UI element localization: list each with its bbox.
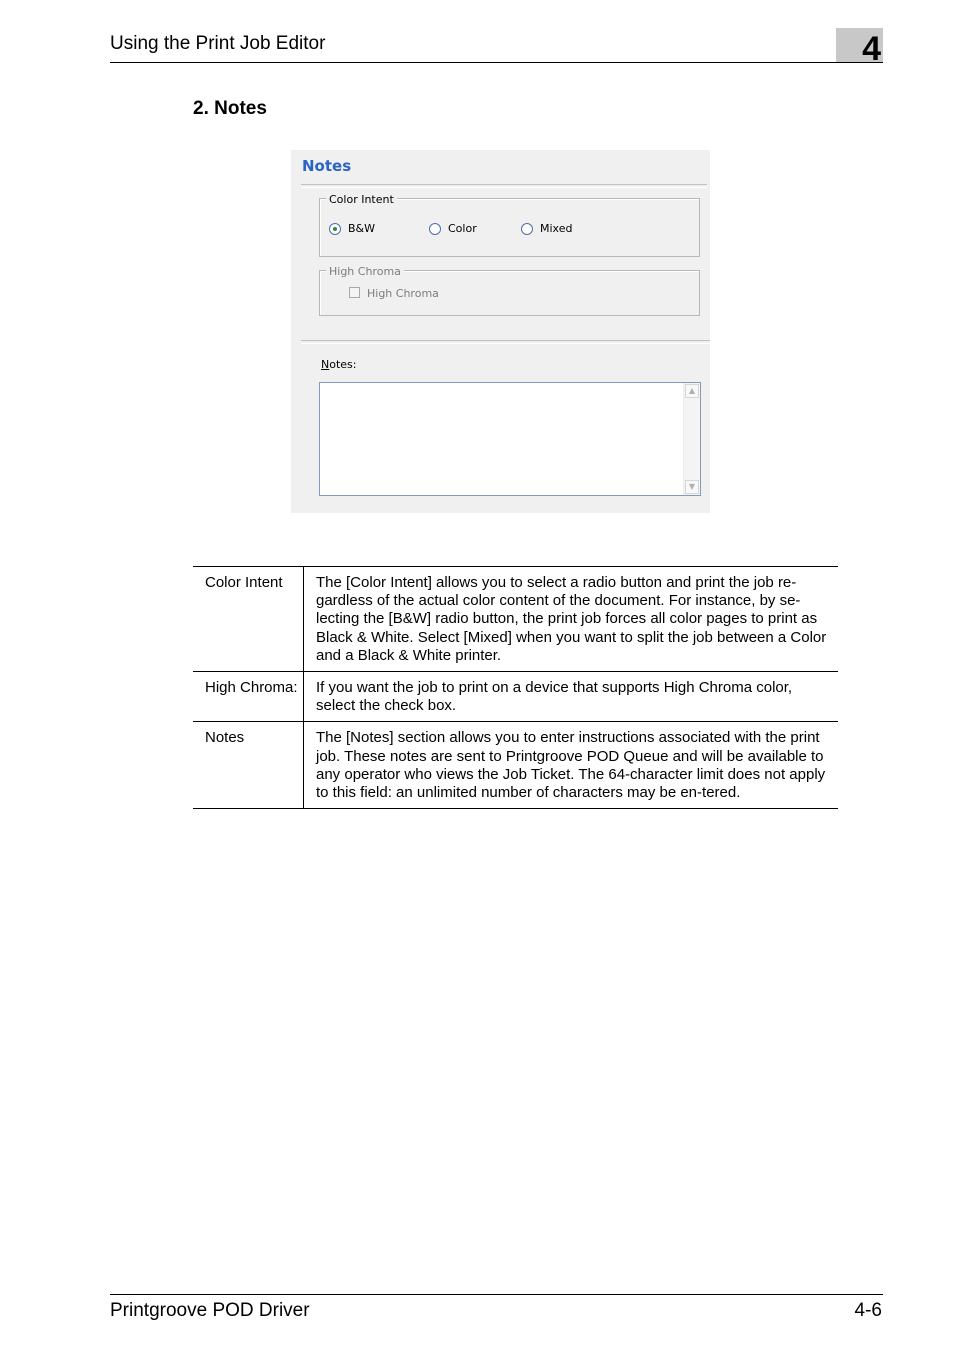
high-chroma-legend: High Chroma — [326, 265, 404, 278]
table-row — [193, 567, 838, 672]
table-description: The [Notes] section allows you to enter instructions associated with the print job. These notes are sent to Printgroove POD Queue and will be available to any operator who views the Job Ticket. The 64-character limit does not apply to this field: an unlimited number of characters may be en-tered. — [316, 729, 826, 802]
high-chroma-checkbox[interactable] — [349, 287, 360, 298]
radio-mixed-label[interactable]: Mixed — [540, 222, 573, 235]
settings-description-table — [193, 566, 838, 809]
dialog-title-divider — [301, 184, 707, 188]
table-row — [193, 672, 838, 722]
table-term: Notes — [193, 722, 304, 809]
page-number: 4-6 — [854, 1300, 882, 1321]
notes-textarea[interactable] — [319, 382, 701, 496]
scroll-down-icon[interactable]: ▼ — [685, 480, 699, 494]
notes-label — [321, 358, 356, 371]
notes-label-accelerator: N — [321, 358, 330, 371]
radio-bw-label[interactable]: B&W — [348, 222, 376, 235]
radio-bw[interactable] — [329, 223, 341, 235]
running-footer-title: Printgroove POD Driver — [110, 1300, 310, 1321]
notes-dialog-screenshot — [291, 150, 710, 513]
chapter-number: 4 — [862, 30, 881, 68]
table-term: High Chroma: — [193, 672, 304, 722]
table-description: The [Color Intent] allows you to select a radio button and print the job re-gardless of the actual color content of the document. For instance, by se-lecting the [B&W] radio button, the print job forces all color pages to print as Black & White. Select [Mixed] when you want to split the job between a Color and a Black & White printer. — [316, 574, 827, 664]
color-intent-legend: Color Intent — [326, 193, 397, 206]
notes-scrollbar[interactable] — [683, 383, 700, 495]
radio-color[interactable] — [429, 223, 441, 235]
running-header-title: Using the Print Job Editor — [110, 33, 326, 54]
footer-rule — [110, 1294, 883, 1295]
header-rule — [110, 62, 883, 63]
radio-selected-dot — [333, 227, 337, 231]
color-intent-group — [319, 198, 700, 257]
table-description: If you want the job to print on a device that supports High Chroma color, select the check box. — [316, 679, 793, 715]
high-chroma-checkbox-label[interactable]: High Chroma — [367, 287, 439, 300]
section-heading: 2. Notes — [193, 98, 267, 119]
notes-divider — [301, 340, 710, 344]
radio-color-label[interactable]: Color — [448, 222, 477, 235]
scroll-up-icon[interactable]: ▲ — [685, 384, 699, 398]
dialog-title: Notes — [302, 157, 352, 175]
radio-mixed[interactable] — [521, 223, 533, 235]
notes-label-text: otes: — [329, 358, 357, 371]
table-row — [193, 722, 838, 809]
table-term: Color Intent — [193, 567, 304, 672]
